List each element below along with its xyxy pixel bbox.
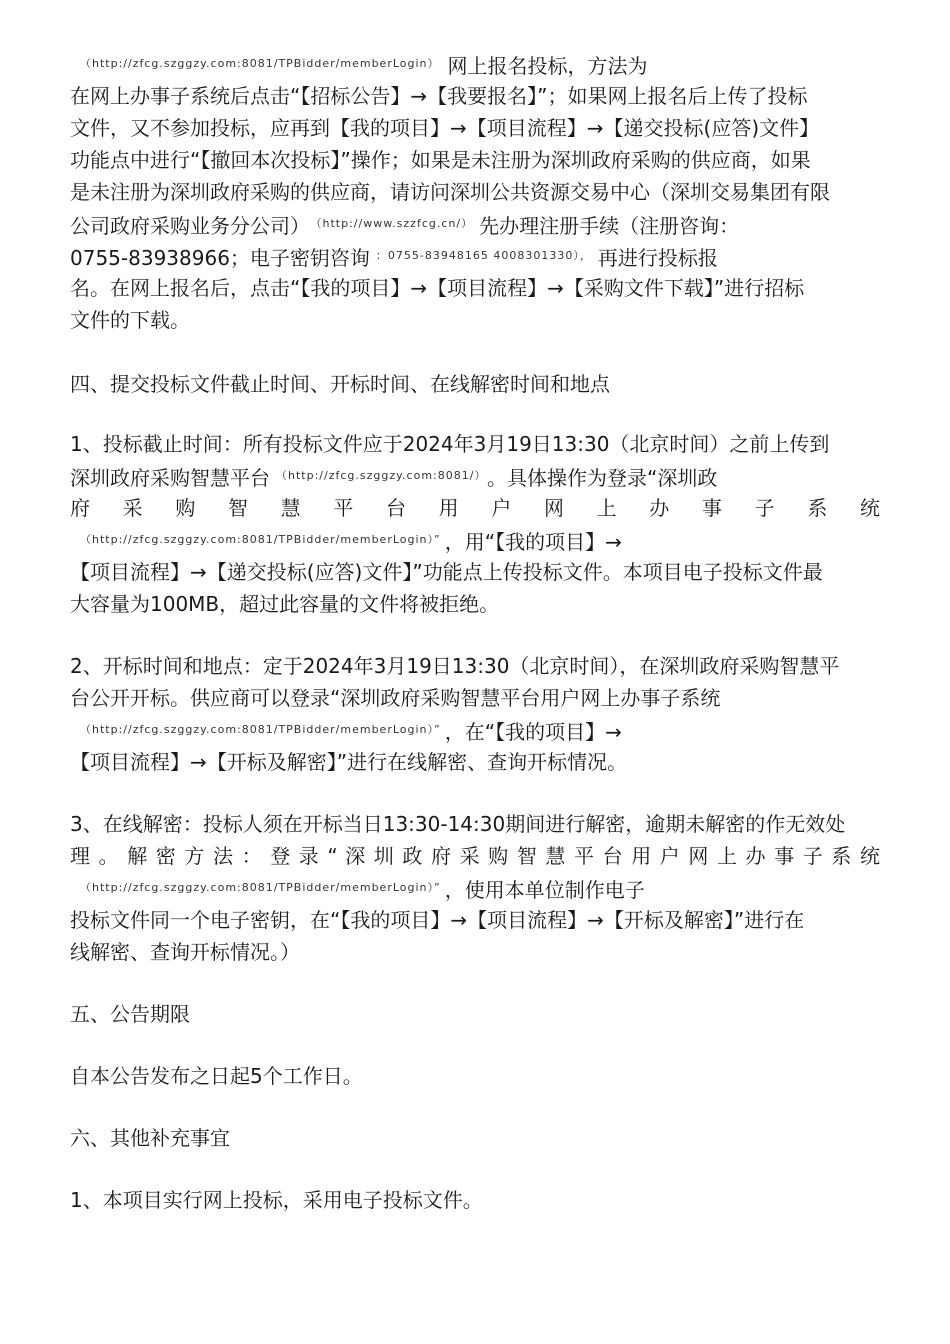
paragraph-line <box>70 240 880 272</box>
text-run: 深圳政府采购智慧平台 <box>70 466 270 490</box>
platform-url[interactable]: （http://zfcg.szggzy.com:8081/） <box>276 469 481 482</box>
paragraph-line <box>70 460 880 492</box>
paragraph-line: 台公开开标。供应商可以登录“深圳政府采购智慧平台用户网上办事子系统 <box>70 686 721 710</box>
paragraph-line: 2、开标时间和地点：定于2024年3月19日13:30（北京时间），在深圳政府采购智慧平 <box>70 654 840 678</box>
text-run: 再进行投标报 <box>597 246 718 270</box>
bidder-login-url[interactable]: （http://zfcg.szggzy.com:8081/TPBidder/memberLogin） <box>80 57 440 70</box>
section-heading: 四、提交投标文件截止时间、开标时间、在线解密时间和地点 <box>70 372 610 396</box>
key-hotline: ：0755-83948165 4008301330）， <box>375 249 592 262</box>
bidder-login-url[interactable]: （http://zfcg.szggzy.com:8081/TPBidder/memberLogin）” <box>80 723 441 736</box>
paragraph-line: 府 采 购 智 慧 平 台 用 户 网 上 办 事 子 系 统 <box>70 496 880 520</box>
paragraph-line: 1、本项目实行网上投标，采用电子投标文件。 <box>70 1188 483 1212</box>
paragraph-line: 文件的下载。 <box>70 308 190 332</box>
section-heading: 六、其他补充事宜 <box>70 1126 230 1150</box>
paragraph-line: 大容量为100MB，超过此容量的文件将被拒绝。 <box>70 592 500 616</box>
paragraph-line: 3、在线解密：投标人须在开标当日13:30-14:30期间进行解密，逾期未解密的作无效处 <box>70 812 846 836</box>
text-run: 公司政府采购业务分公司） <box>70 214 310 238</box>
paragraph-line: 名。在网上报名后，点击“【我的项目】→【项目流程】→【采购文件下载】”进行招标 <box>70 276 805 300</box>
paragraph-line: 是未注册为深圳政府采购的供应商，请访问深圳公共资源交易中心（深圳交易集团有限 <box>70 180 830 204</box>
paragraph-line: 文件，又不参加投标，应再到【我的项目】→【项目流程】→【递交投标(应答)文件】 <box>70 116 820 140</box>
paragraph-line <box>70 524 880 556</box>
paragraph-line: 理 。 解 密 方 法 ： 登 录 “ 深 圳 政 府 采 购 智 慧 平 台 用 户 网 上 办 事 子 系 统 <box>70 844 880 868</box>
paragraph-line <box>70 48 880 80</box>
text-run: 。具体操作为登录“深圳政 <box>486 466 718 490</box>
section-heading: 五、公告期限 <box>70 1002 190 1026</box>
text-run: ，在“【我的项目】→ <box>444 720 622 744</box>
szzfcg-url[interactable]: （http://www.szzfcg.cn/） <box>316 217 474 230</box>
paragraph-line <box>70 872 880 904</box>
bidder-login-url[interactable]: （http://zfcg.szggzy.com:8081/TPBidder/memberLogin）” <box>80 881 441 894</box>
paragraph-line: 投标文件同一个电子密钥，在“【我的项目】→【项目流程】→【开标及解密】”进行在 <box>70 908 805 932</box>
text-run: 网上报名投标，方法为 <box>447 54 648 78</box>
paragraph-line: 【项目流程】→【开标及解密】”进行在线解密、查询开标情况。 <box>70 750 628 774</box>
text-run: ，用“【我的项目】→ <box>444 530 622 554</box>
paragraph-line: 功能点中进行“【撤回本次投标】”操作；如果是未注册为深圳政府采购的供应商，如果 <box>70 148 811 172</box>
paragraph-line: 自本公告发布之日起5个工作日。 <box>70 1064 363 1088</box>
paragraph-line <box>70 208 880 240</box>
paragraph-line: 在网上办事子系统后点击“【招标公告】→【我要报名】”；如果网上报名后上传了投标 <box>70 84 808 108</box>
bidder-login-url[interactable]: （http://zfcg.szggzy.com:8081/TPBidder/memberLogin）” <box>80 533 441 546</box>
paragraph-line: 1、投标截止时间：所有投标文件应于2024年3月19日13:30（北京时间）之前上传到 <box>70 432 830 456</box>
text-run: 0755-83938966；电子密钥咨询 <box>70 246 370 270</box>
paragraph-line: 【项目流程】→【递交投标(应答)文件】”功能点上传投标文件。本项目电子投标文件最 <box>70 560 823 584</box>
text-run: ，使用本单位制作电子 <box>444 878 645 902</box>
paragraph-line <box>70 714 880 746</box>
text-run: 先办理注册手续（注册咨询： <box>479 214 740 238</box>
paragraph-line: 线解密、查询开标情况。） <box>70 940 300 964</box>
